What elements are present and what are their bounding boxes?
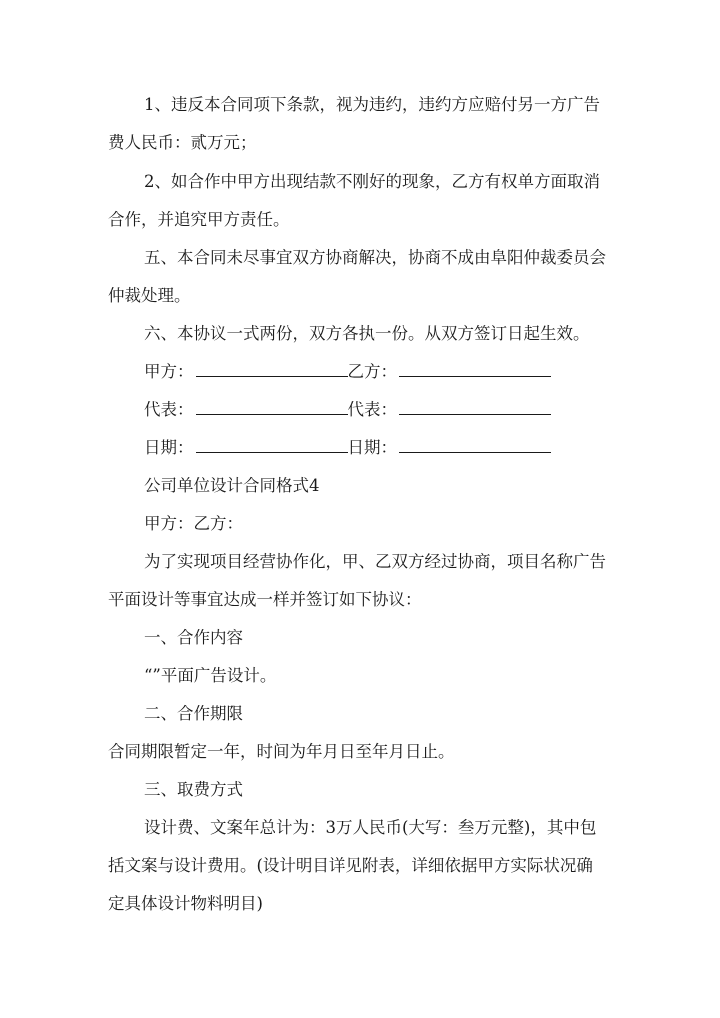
clause-5-line-2: 仲裁处理。 — [108, 286, 191, 305]
section-3-line-3: 定具体设计物料明目) — [108, 894, 263, 913]
date-a-blank — [196, 451, 348, 453]
signature-row-representative — [144, 402, 551, 419]
party-b-blank — [399, 375, 551, 377]
date-a-label: 日期： — [144, 438, 194, 457]
section-3-title: 三、取费方式 — [144, 780, 243, 799]
intro-line-1: 为了实现项目经营协作化，甲、乙双方经过协商，项目名称广告 — [144, 552, 606, 571]
section-2-title: 二、合作期限 — [144, 704, 243, 723]
party-a-label: 甲方： — [144, 362, 194, 381]
date-b-label: 日期： — [347, 438, 397, 457]
clause-2-line-1: 2、如合作中甲方出现结款不刚好的现象，乙方有权单方面取消 — [144, 172, 600, 191]
section-2-body: 合同期限暂定一年，时间为年月日至年月日止。 — [108, 742, 455, 761]
date-b-blank — [399, 451, 551, 453]
contract-4-parties: 甲方：乙方： — [144, 514, 243, 533]
contract-4-title: 公司单位设计合同格式4 — [144, 476, 320, 495]
rep-b-label: 代表： — [347, 400, 397, 419]
intro-line-2: 平面设计等事宜达成一样并签订如下协议： — [108, 590, 422, 609]
party-a-blank — [196, 375, 348, 377]
clause-2-line-2: 合作，并追究甲方责任。 — [108, 210, 290, 229]
clause-1-line-1: 1、违反本合同项下条款，视为违约，违约方应赔付另一方广告 — [144, 95, 600, 114]
clause-6: 六、本协议一式两份，双方各执一份。从双方签订日起生效。 — [144, 324, 590, 343]
section-3-line-2: 括文案与设计费用。(设计明目详见附表，详细依据甲方实际状况确 — [108, 856, 593, 875]
rep-b-blank — [399, 413, 551, 415]
rep-a-blank — [196, 413, 348, 415]
party-b-label: 乙方： — [347, 362, 397, 381]
section-1-title: 一、合作内容 — [144, 628, 243, 647]
section-1-body: “”平面广告设计。 — [144, 666, 277, 685]
clause-1-line-2: 费人民币：贰万元； — [108, 133, 257, 152]
signature-row-date — [144, 440, 551, 457]
clause-5-line-1: 五、本合同未尽事宜双方协商解决，协商不成由阜阳仲裁委员会 — [144, 248, 606, 267]
signature-row-party — [144, 364, 551, 381]
section-3-line-1: 设计费、文案年总计为：3万人民币(大写：叁万元整)，其中包 — [144, 818, 597, 837]
rep-a-label: 代表： — [144, 400, 194, 419]
